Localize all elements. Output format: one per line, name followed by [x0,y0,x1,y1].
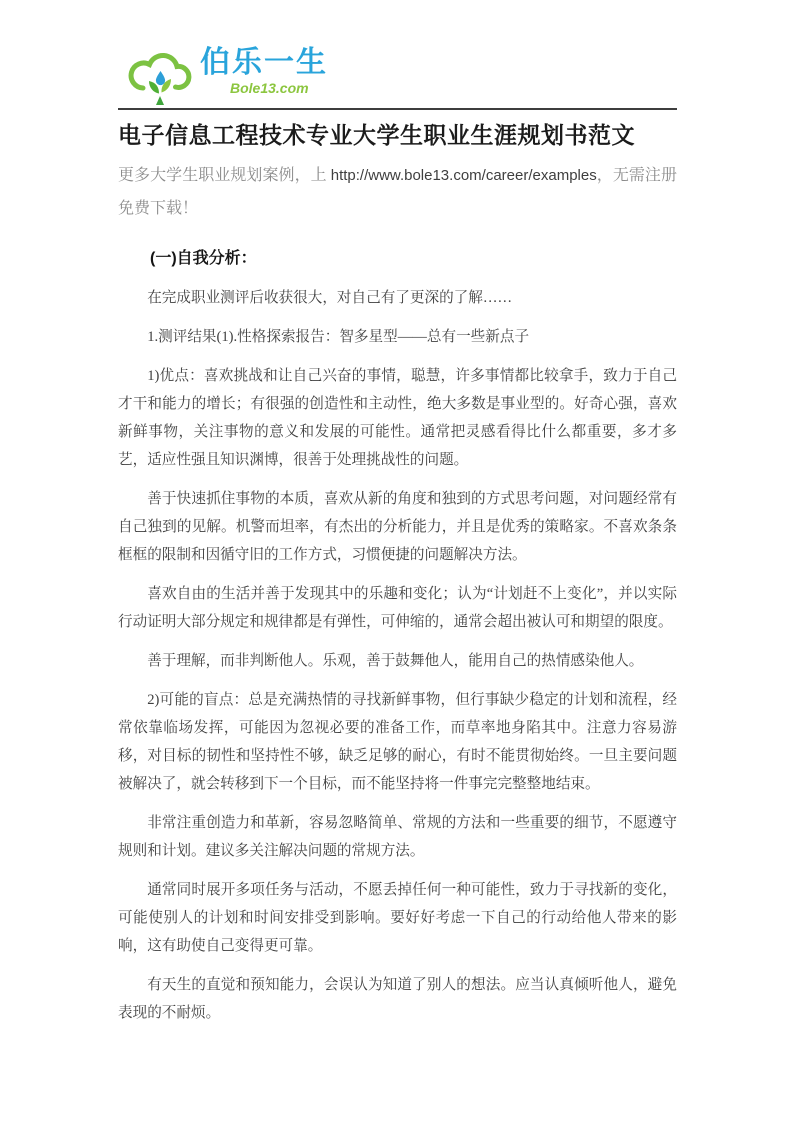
paragraph: 在完成职业测评后收获很大，对自己有了更深的了解…… [147,290,513,306]
logo-text [200,46,328,96]
section-heading-self-analysis: (一)自我分析： [150,250,257,267]
subtitle [118,159,677,225]
paragraph: 善于理解，而非判断他人。乐观，善于鼓舞他人，能用自己的热情感染他人。 [147,653,644,669]
logo [118,0,677,106]
subtitle-prefix: 更多大学生职业规划案例，上 [118,167,331,184]
page-title: 电子信息工程技术专业大学生职业生涯规划书范文 [118,123,635,148]
subtitle-suffix: ，无需注册免费下载！ [118,167,677,217]
paragraph: 善于快速抓住事物的本质，喜欢从新的角度和独到的方式思考问题，对问题经常有自己独到的见解。机警而坦率，有杰出的分析能力，并且是优秀的策略家。不喜欢条条框框的限制和因循守旧的工作方式，习惯便捷的问题解决方法。 [118,491,677,563]
paragraph: 2)可能的盲点：总是充满热情的寻找新鲜事物，但行事缺少稳定的计划和流程，经常依靠临场发挥，可能因为忽视必要的准备工作，而草率地身陷其中。注意力容易游移，对目标的韧性和坚持性不够，缺乏足够的耐心，有时不能贯彻始终。一旦主要问题被解决了，就会转移到下一个目标，而不能坚持将一件事完完整整地结束。 [118,692,677,792]
paragraph: 通常同时展开多项任务与活动，不愿丢掉任何一种可能性，致力于寻找新的变化，可能使别人的计划和时间安排受到影响。要好好考虑一下自己的行动给他人带来的影响，这有助使自己变得更可靠。 [118,882,677,954]
body-paragraphs [118,284,677,1027]
paragraph: 非常注重创造力和革新，容易忽略简单、常规的方法和一些重要的细节，不愿遵守规则和计划。建议多关注解决问题的常规方法。 [118,815,677,859]
paragraph: 有天生的直觉和预知能力，会误认为知道了别人的想法。应当认真倾听他人，避免表现的不耐烦。 [118,977,677,1021]
logo-name: 伯乐一生 [200,46,328,79]
paragraph: 喜欢自由的生活并善于发现其中的乐趣和变化；认为“计划赶不上变化”，并以实际行动证明大部分规定和规律都是有弹性，可伸缩的，通常会超出被认可和期望的限度。 [118,586,677,630]
subtitle-url: http://www.bole13.com/career/examples [330,167,597,184]
tree-cloud-sprout-icon [128,46,192,106]
page-content [118,0,677,1027]
paragraph: 1.测评结果(1).性格探索报告：智多星型——总有一些新点子 [147,329,530,345]
paragraph: 1)优点：喜欢挑战和让自己兴奋的事情，聪慧，许多事情都比较拿手，致力于自己才干和能力的增长；有很强的创造性和主动性，绝大多数是事业型的。好奇心强，喜欢新鲜事物，关注事物的意义和发展的可能性。通常把灵感看得比什么都重要，多才多艺，适应性强且知识渊博，很善于处理挑战性的问题。 [118,368,677,468]
header-divider [118,108,677,110]
logo-domain: Bole13.com [230,80,309,96]
